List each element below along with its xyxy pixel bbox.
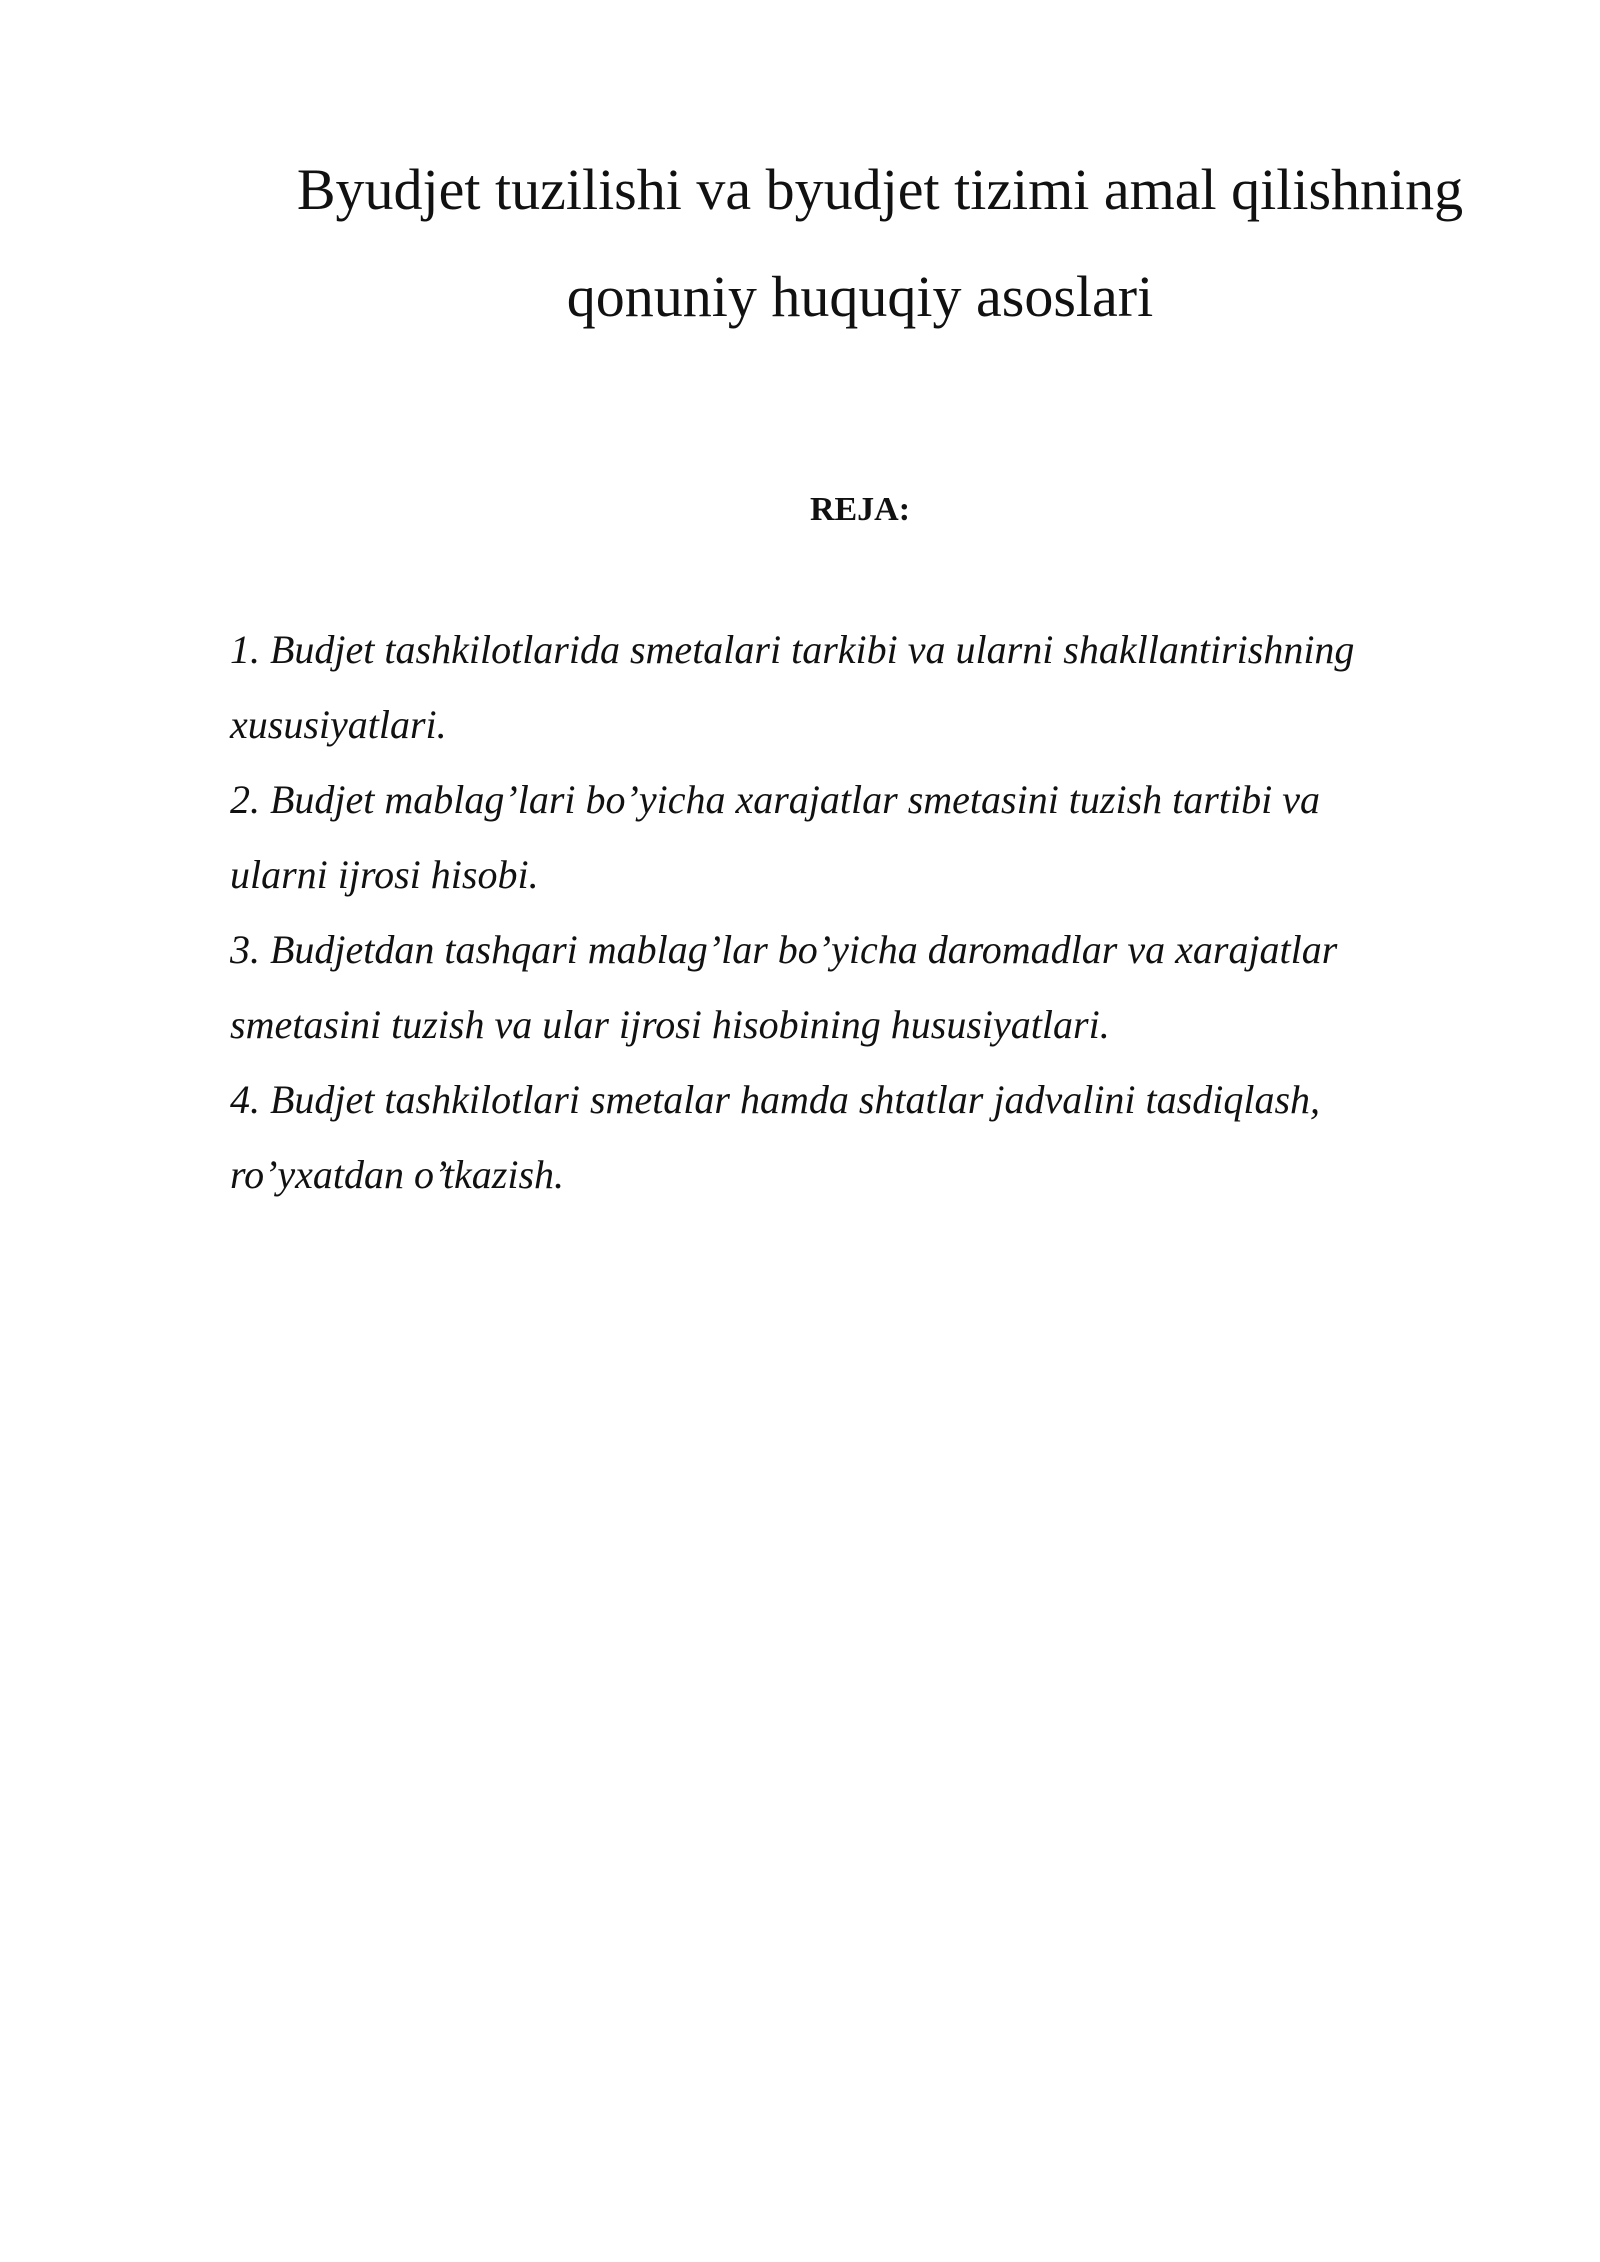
plan-item-4-line-1: 4. Budjet tashkilotlari smetalar hamda shtatlar jadvalini tasdiqlash, [230,1077,1321,1122]
plan-item-1-line-2: xususiyatlari. [230,702,447,747]
plan-item-3-line-1: 3. Budjetdan tashqari mablag’lar bo’yicha daromadlar va xarajatlar [230,927,1338,972]
document-title-line-1: Byudjet tuzilishi va byudjet tizimi amal qilishning [296,157,1464,222]
plan-item-3-line-2: smetasini tuzish va ular ijrosi hisobining hususiyatlari. [230,1002,1110,1047]
plan-item-1-line-1: 1. Budjet tashkilotlarida smetalari tarkibi va ularni shakllantirishning [230,627,1355,672]
plan-item-4-line-2: ro’yxatdan o’tkazish. [230,1152,565,1197]
plan-list [230,612,1470,1212]
plan-heading: REJA: [809,491,911,528]
plan-item-2-line-2: ularni ijrosi hisobi. [230,852,539,897]
plan-item-2-line-1: 2. Budjet mablag’lari bo’yicha xarajatlar smetasini tuzish tartibi va [230,777,1320,822]
document-title-line-2: qonuniy huquqiy asoslari [566,264,1154,329]
